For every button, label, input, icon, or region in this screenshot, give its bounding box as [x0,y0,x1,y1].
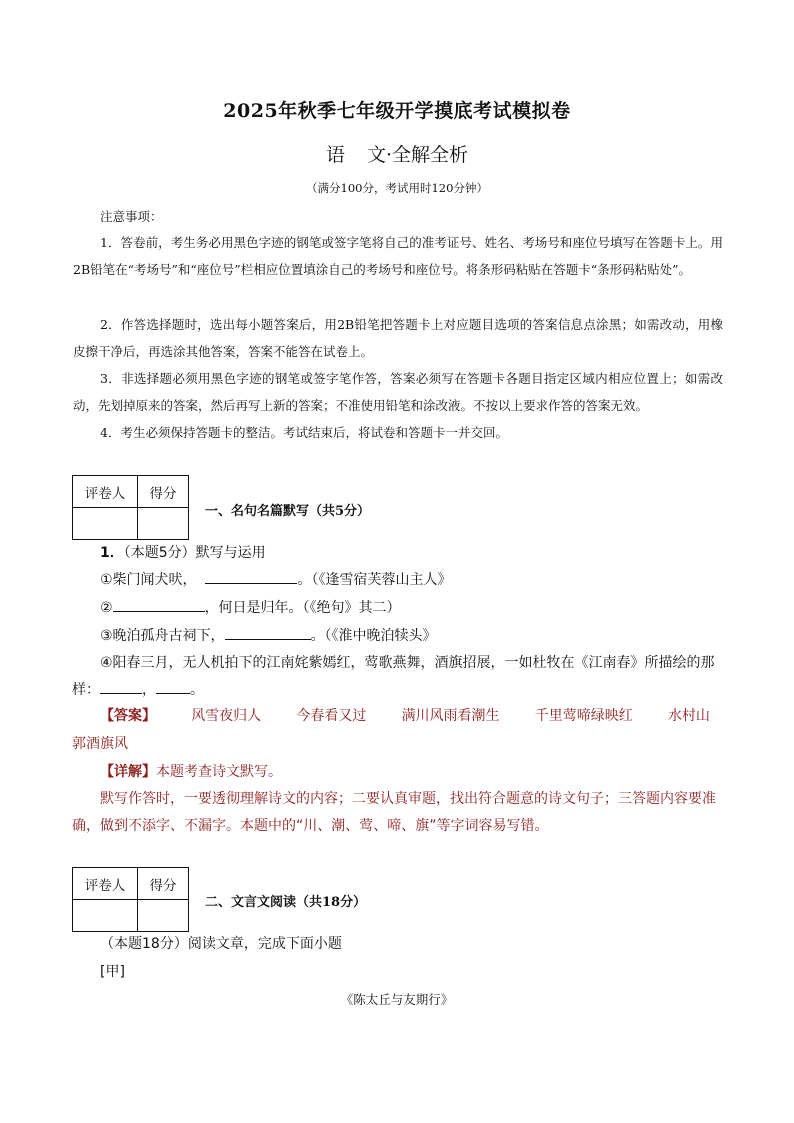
notice-item-4: 4．考生必须保持答题卡的整洁。考试结束后，将试卷和答题卡一并交回。 [100,425,508,440]
q2-suffix: ，何日是归年。（《绝句》其二） [204,600,401,616]
subtitle-subject: 语 [325,144,345,166]
notice-item-3: 3．非选择题必须用黑色字迹的钢笔或签字笔作答，答案必须写在答题卡各题目指定区域内相应位置上；如需改动，先划掉原来的答案，然后再写上新的答案；不准使用铅笔和涂改液。不按以上要求作答的答案无效。 [73,371,723,413]
answer-3: 满川风雨看潮生 [401,708,500,724]
score-table-score-label: 得分 [138,476,189,508]
answer-blank-1[interactable] [205,569,297,584]
q3-suffix: 。（《淮中晚泊犊头》 [310,628,437,644]
exam-subtitle [0,140,794,167]
question-1-heading-text: （本题5分）默写与运用 [123,545,266,561]
q4-suffix: 。 [190,682,204,698]
q1-prefix: ①柴门闻犬吠， [100,572,197,588]
detail-row [100,761,282,781]
subtitle-type: 文·全解全析 [366,144,469,166]
section-1-title: 一、名句名篇默写（共5分） [205,504,371,519]
q2-prefix: ② [100,600,113,616]
exam-title: 2025年秋季七年级开学摸底考试模拟卷 [223,100,571,122]
answer-1: 风雪夜归人 [191,708,262,724]
detail-paragraph-line-2: 确，做到不添字、不漏字。本题中的“川、潮、莺、啼、旗”等字词容易写错。 [72,818,549,834]
answer-5: 水村山 [667,708,710,724]
detail-text: 本题考查诗文默写。 [156,764,282,780]
section-2-question-heading: （本题18分）阅读文章，完成下面小题 [100,936,342,952]
answer-label: 【答案】 [100,708,156,724]
score-table-section-2 [72,867,189,932]
score-table-reviewer-label: 评卷人 [73,868,138,900]
score-table-section-1 [72,475,189,540]
question-1-heading [100,542,266,562]
answer-blank-2[interactable] [113,597,205,612]
question-1-item-1 [100,569,451,589]
score-table-score-cell [138,508,189,540]
section-2-title: 二、文言文阅读（共18分） [205,895,367,910]
exam-info: （满分100分，考试用时120分钟） [306,181,488,195]
passage-title: 《陈太丘与友期行》 [340,992,454,1007]
q3-prefix: ③晚泊孤舟古祠下， [100,628,225,644]
question-1-item-3 [100,625,437,645]
score-table-reviewer-label: 评卷人 [73,476,138,508]
answer-4: 千里莺啼绿映红 [534,708,633,724]
answer-continuation: 郭酒旗风 [72,736,128,752]
notice-item-1: 1．答卷前，考生务必用黑色字迹的钢笔或签字笔将自己的准考证号、姓名、考场号和座位号填写在答题卡上。用2B铅笔在“考场号”和“座位号”栏相应位置填涂自己的考场号和座位号。将条形码粘贴在答题卡“条形码粘贴处”。 [73,235,723,277]
answer-row [100,705,710,725]
score-table-reviewer-cell [73,508,138,540]
score-table-reviewer-cell [73,900,138,932]
answer-blank-4[interactable] [100,679,142,694]
answer-blank-5[interactable] [156,679,190,694]
score-table-score-cell [138,900,189,932]
passage-part-label: [甲] [100,964,125,980]
question-1-number: 1． [100,545,124,561]
q4-prefix: 样： [72,682,100,698]
question-1-item-4-line-2 [72,679,204,699]
detail-paragraph-line-1: 默写作答时，一要透彻理解诗文的内容；二要认真审题，找出符合题意的诗文句子；三答题内容要准 [100,791,716,807]
question-1-item-2 [100,597,401,617]
q4-mid: ， [142,682,156,698]
answer-blank-3[interactable] [225,625,311,640]
answer-2: 今春看又过 [296,708,367,724]
question-1-item-4-line-1: ④阳春三月，无人机拍下的江南姹紫嫣红，莺歌燕舞，酒旗招展，一如杜牧在《江南春》所描绘的那 [100,655,715,671]
notice-item-2: 2．作答选择题时，选出每小题答案后，用2B铅笔把答题卡上对应题目选项的答案信息点涂黑；如需改动，用橡皮擦干净后，再选涂其他答案，答案不能答在试卷上。 [73,317,723,359]
notice-heading: 注意事项： [100,209,163,224]
q1-suffix: 。（《逢雪宿芙蓉山主人》 [297,572,452,588]
score-table-score-label: 得分 [138,868,189,900]
detail-label: 【详解】 [100,764,156,780]
